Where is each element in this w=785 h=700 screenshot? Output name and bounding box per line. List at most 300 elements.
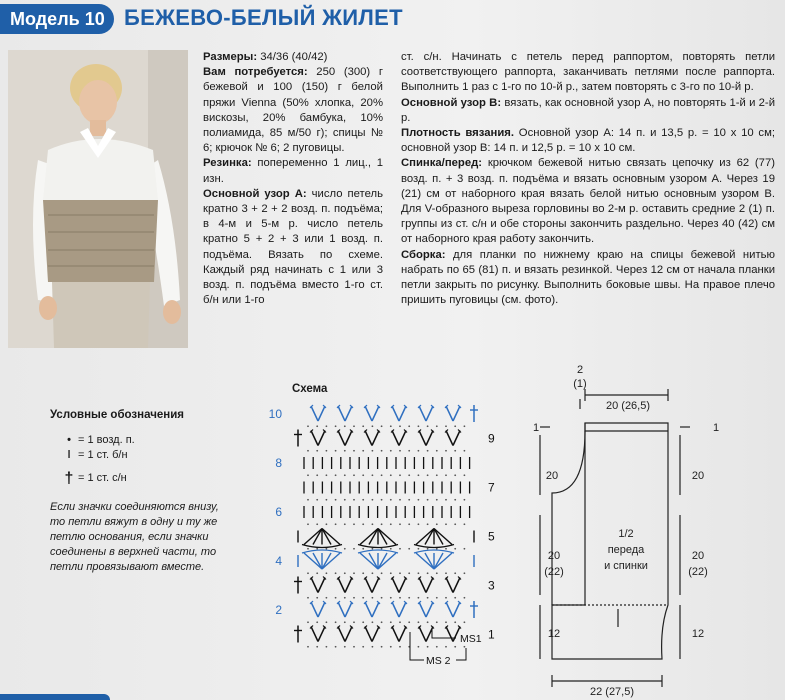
chain-dot — [418, 474, 420, 476]
chain-dot — [307, 597, 309, 599]
chain-dot — [408, 597, 410, 599]
shell-stitch-mark — [322, 553, 340, 569]
chain-dot — [454, 646, 456, 648]
shell-stitch-mark — [378, 529, 387, 545]
v-stitch-mark — [399, 431, 406, 446]
chain-dot — [399, 621, 401, 623]
v-stitch-mark — [318, 627, 325, 642]
shell-stitch-mark — [322, 529, 340, 545]
chain-dot — [427, 499, 429, 501]
chain-dot — [326, 474, 328, 476]
chain-dot — [436, 646, 438, 648]
chain-dot — [418, 523, 420, 525]
chain-dot — [436, 597, 438, 599]
v-stitch-mark — [426, 406, 433, 421]
chain-dot — [344, 425, 346, 427]
chain-dot — [335, 523, 337, 525]
chain-dot — [372, 474, 374, 476]
pattern-b-label: Основной узор В: — [401, 96, 502, 109]
chain-dot — [464, 425, 466, 427]
chain-dot — [436, 425, 438, 427]
center-label-a: 1/2 — [618, 528, 634, 540]
shell-arc-mark — [358, 550, 398, 553]
row-number-right: 5 — [488, 529, 495, 544]
v-stitch-mark — [446, 406, 453, 421]
chain-dot — [381, 621, 383, 623]
v-stitch-mark — [372, 431, 379, 446]
chain-dot — [344, 621, 346, 623]
v-stitch-mark — [419, 431, 426, 446]
v-stitch-mark — [365, 578, 372, 593]
v-stitch-mark — [338, 406, 345, 421]
chain-dot — [344, 474, 346, 476]
chain-dot — [353, 572, 355, 574]
chain-dot — [436, 621, 438, 623]
v-stitch-mark — [453, 627, 460, 642]
row-number-right: 9 — [488, 431, 495, 446]
chain-dot — [399, 548, 401, 550]
chain-dot — [427, 425, 429, 427]
chain-dot — [390, 474, 392, 476]
chain-dot — [335, 646, 337, 648]
chain-dot — [353, 621, 355, 623]
chain-dot — [408, 499, 410, 501]
shell-stitch-mark — [434, 529, 443, 545]
chain-dot — [362, 548, 364, 550]
chain-dot — [390, 572, 392, 574]
chain-dot — [335, 474, 337, 476]
chain-dot — [353, 425, 355, 427]
v-stitch-mark — [365, 406, 372, 421]
chain-dot — [307, 548, 309, 550]
v-stitch-mark — [365, 602, 372, 617]
chain-dot — [436, 572, 438, 574]
chain-dot — [335, 597, 337, 599]
chain-dot — [454, 548, 456, 550]
chain-dot — [326, 450, 328, 452]
chain-dot — [353, 450, 355, 452]
chain-dot — [408, 572, 410, 574]
chain-dot — [335, 450, 337, 452]
continued-paragraph: ст. с/н. Начинать с петель перед раппортом, повторять петли соответствующего раппорта, заканчивать петлями после раппорта. Выполнить 1 раз с 1-го по 10-й р., затем повторять с 3-го по 10-й р. — [401, 51, 775, 94]
v-stitch-mark — [345, 406, 352, 421]
chain-dot — [418, 450, 420, 452]
shell-stitch-mark — [304, 553, 322, 569]
chain-dot — [326, 523, 328, 525]
chain-stitch-symbol: • — [67, 434, 71, 446]
sizes-label: Размеры: — [203, 51, 258, 63]
rib-label: Резинка: — [203, 157, 252, 170]
chain-dot — [362, 621, 364, 623]
chain-dot — [399, 474, 401, 476]
v-stitch-mark — [318, 602, 325, 617]
chain-dot — [390, 523, 392, 525]
chain-dot — [464, 474, 466, 476]
chain-dot — [381, 425, 383, 427]
chain-dot — [362, 597, 364, 599]
v-stitch-mark — [318, 431, 325, 446]
v-stitch-mark — [372, 627, 379, 642]
chain-dot — [390, 548, 392, 550]
chain-dot — [344, 646, 346, 648]
chain-dot — [307, 499, 309, 501]
chain-dot — [326, 425, 328, 427]
v-stitch-mark — [392, 602, 399, 617]
chain-dot — [427, 572, 429, 574]
shell-stitch-mark — [369, 529, 378, 545]
chain-dot — [316, 499, 318, 501]
chain-dot — [381, 474, 383, 476]
chain-dot — [445, 499, 447, 501]
chain-dot — [464, 499, 466, 501]
legend — [50, 408, 220, 575]
shell-stitch-mark — [360, 529, 378, 545]
v-stitch-mark — [453, 431, 460, 446]
left-mid-height-b: (22) — [544, 566, 564, 578]
chain-dot — [362, 523, 364, 525]
chain-dot — [418, 425, 420, 427]
chain-dot — [464, 450, 466, 452]
right-mid-height-b: (22) — [688, 566, 708, 578]
chain-dot — [372, 450, 374, 452]
chain-dot — [418, 597, 420, 599]
chain-dot — [381, 646, 383, 648]
chain-dot — [326, 597, 328, 599]
chain-dot — [399, 646, 401, 648]
chain-dot — [372, 548, 374, 550]
v-stitch-mark — [426, 431, 433, 446]
ms2-label: MS 2 — [426, 655, 451, 667]
shell-arc-mark — [414, 550, 454, 553]
legend-note: Если значки соединяются внизу, то петли вяжут в одну и ту же петлю основания, если значки соединены в верхней части, то петли провязывают вместе. — [50, 501, 219, 573]
shell-stitch-mark — [313, 529, 322, 545]
bottom-accent-bar — [0, 694, 110, 700]
shell-arc-mark — [414, 545, 454, 548]
v-stitch-mark — [392, 406, 399, 421]
chain-dot — [372, 621, 374, 623]
chain-dot — [362, 450, 364, 452]
v-stitch-mark — [311, 627, 318, 642]
shell-stitch-mark — [434, 529, 452, 545]
v-stitch-mark — [419, 578, 426, 593]
right-rib-height: 12 — [691, 628, 705, 640]
top-dimension-b: (1) — [573, 378, 587, 390]
chain-dot — [427, 646, 429, 648]
v-stitch-mark — [453, 578, 460, 593]
legend-item — [60, 471, 220, 486]
v-stitch-mark — [372, 602, 379, 617]
v-stitch-mark — [426, 578, 433, 593]
single-crochet-symbol: ǀ — [67, 449, 71, 461]
v-stitch-mark — [399, 578, 406, 593]
chain-dot — [427, 621, 429, 623]
chain-dot — [436, 548, 438, 550]
chain-dot — [362, 474, 364, 476]
chain-dot — [418, 646, 420, 648]
chain-dot — [445, 523, 447, 525]
chain-dot — [353, 474, 355, 476]
chain-dot — [390, 425, 392, 427]
v-stitch-mark — [399, 602, 406, 617]
shell-stitch-mark — [378, 553, 387, 569]
v-stitch-mark — [453, 406, 460, 421]
legend-item — [60, 448, 220, 463]
v-stitch-mark — [446, 578, 453, 593]
chain-dot — [464, 646, 466, 648]
center-label-b: переда — [607, 544, 645, 556]
chain-dot — [372, 425, 374, 427]
chain-dot — [344, 499, 346, 501]
chain-dot — [399, 499, 401, 501]
chain-dot — [335, 499, 337, 501]
chain-dot — [399, 572, 401, 574]
chain-dot — [344, 523, 346, 525]
chain-dot — [427, 474, 429, 476]
chain-dot — [427, 548, 429, 550]
row-number-left: 8 — [275, 456, 282, 470]
chain-dot — [427, 597, 429, 599]
text-column-2 — [401, 50, 775, 308]
density-value: Основной узор А: 14 п. и 13,5 р. = 10 х 10 см; основной узор В: 14 п. и 12,5 р. = 10 х 10 см. — [401, 127, 775, 155]
crochet-chart — [270, 400, 510, 680]
left-mid-height-a: 20 — [547, 550, 561, 562]
shell-stitch-mark — [434, 553, 452, 569]
v-stitch-mark — [446, 602, 453, 617]
chain-dot — [335, 621, 337, 623]
chain-dot — [464, 523, 466, 525]
double-crochet-symbol: † — [64, 470, 74, 487]
legend-text: = 1 возд. п. — [78, 434, 135, 446]
v-stitch-mark — [419, 602, 426, 617]
row-number-right: 1 — [488, 627, 495, 642]
chain-dot — [372, 499, 374, 501]
v-stitch-mark — [318, 406, 325, 421]
chain-dot — [353, 548, 355, 550]
chain-dot — [454, 450, 456, 452]
chain-dot — [454, 621, 456, 623]
chain-dot — [316, 450, 318, 452]
row-number-left: 10 — [268, 407, 282, 421]
chain-dot — [326, 621, 328, 623]
shell-arc-mark — [358, 545, 398, 548]
width-top: 20 (26,5) — [605, 400, 651, 412]
chain-dot — [381, 597, 383, 599]
chain-dot — [454, 474, 456, 476]
chain-dot — [399, 597, 401, 599]
v-stitch-mark — [345, 578, 352, 593]
legend-text: = 1 ст. с/н — [78, 472, 127, 484]
density-label: Плотность вязания. — [401, 127, 515, 140]
chain-dot — [316, 523, 318, 525]
needs-value: 250 (300) г бежевой и 100 (150) г белой пряжи Vienna (50% хлопка, 20% вискозы, 20% бамбука, 10% полиамида, 85 м/50 г); спицы № 6; крючок № 6; 2 пуговицы. — [203, 66, 383, 155]
chain-dot — [390, 597, 392, 599]
chain-dot — [316, 646, 318, 648]
chain-dot — [353, 499, 355, 501]
chain-dot — [436, 523, 438, 525]
legend-item — [60, 433, 220, 448]
row-number-left: 4 — [275, 554, 282, 568]
chain-dot — [408, 548, 410, 550]
chain-dot — [381, 523, 383, 525]
chain-dot — [344, 572, 346, 574]
v-stitch-mark — [338, 627, 345, 642]
chain-dot — [454, 499, 456, 501]
chain-dot — [344, 597, 346, 599]
assembly-label: Сборка: — [401, 248, 446, 261]
v-stitch-mark — [392, 431, 399, 446]
shell-stitch-mark — [304, 529, 322, 545]
v-stitch-mark — [392, 578, 399, 593]
v-stitch-mark — [345, 602, 352, 617]
v-stitch-mark — [453, 602, 460, 617]
chain-dot — [335, 572, 337, 574]
chain-dot — [372, 523, 374, 525]
chain-dot — [408, 474, 410, 476]
needs-label: Вам потребуется: — [203, 66, 308, 79]
chain-dot — [390, 499, 392, 501]
v-stitch-mark — [399, 406, 406, 421]
chain-dot — [418, 548, 420, 550]
chain-dot — [399, 450, 401, 452]
v-stitch-mark — [311, 578, 318, 593]
chain-dot — [445, 474, 447, 476]
shell-stitch-mark — [369, 553, 378, 569]
v-stitch-mark — [365, 627, 372, 642]
right-upper-height: 20 — [691, 470, 705, 482]
chain-dot — [335, 548, 337, 550]
v-stitch-mark — [318, 578, 325, 593]
v-stitch-mark — [392, 627, 399, 642]
chain-dot — [307, 450, 309, 452]
shell-stitch-mark — [378, 529, 396, 545]
chain-dot — [381, 548, 383, 550]
shell-stitch-mark — [322, 529, 331, 545]
chain-dot — [326, 572, 328, 574]
v-stitch-mark — [426, 602, 433, 617]
chain-dot — [454, 572, 456, 574]
chain-dot — [316, 572, 318, 574]
chain-dot — [418, 499, 420, 501]
pattern-a-value: число петель кратно 3 + 2 + 2 возд. п. подъёма; в 4-м и 5-м р. число петель кратно 5 + 2 + 3 или 1 возд. п. подъёма. Вязать по схеме. Каждый ряд начинать с 1 или 3 возд. п. подъёма вместо 1-го ст. б/н или 1-го — [203, 187, 383, 307]
v-stitch-mark — [311, 431, 318, 446]
chain-dot — [307, 646, 309, 648]
woman-in-vest-illustration — [8, 50, 188, 348]
right-shoulder-label: 1 — [712, 422, 720, 434]
chain-dot — [408, 450, 410, 452]
chain-dot — [362, 499, 364, 501]
chain-dot — [445, 548, 447, 550]
shell-stitch-mark — [360, 553, 378, 569]
chain-dot — [418, 572, 420, 574]
chain-dot — [362, 572, 364, 574]
pattern-b-value: вязать, как основной узор А, но повторять 1-й и 2-й р. — [401, 96, 776, 124]
chain-dot — [344, 450, 346, 452]
v-stitch-mark — [365, 431, 372, 446]
chain-dot — [316, 597, 318, 599]
chain-dot — [316, 621, 318, 623]
shell-stitch-mark — [313, 553, 322, 569]
shell-stitch-mark — [378, 553, 396, 569]
chain-dot — [316, 474, 318, 476]
chain-dot — [326, 499, 328, 501]
v-stitch-mark — [419, 406, 426, 421]
assembly-value: для планки по нижнему краю на спицы бежевой нитью набрать по 65 (81) п. и вязать резинкой. Через 12 см от начала планки петли закрыть по рисунку. Выполнить боковые швы. На правое плечо пришить пуговицы (см. фото). — [401, 248, 775, 307]
page-title: БЕЖЕВО-БЕЛЫЙ ЖИЛЕТ — [124, 5, 403, 30]
v-stitch-mark — [372, 406, 379, 421]
chain-dot — [372, 597, 374, 599]
row-number-left: 2 — [275, 603, 282, 617]
shell-stitch-mark — [416, 529, 434, 545]
chain-dot — [307, 474, 309, 476]
v-stitch-mark — [345, 431, 352, 446]
chain-dot — [372, 572, 374, 574]
width-bottom: 22 (27,5) — [589, 686, 635, 698]
chain-dot — [445, 597, 447, 599]
top-dimension-a: 2 — [576, 364, 584, 376]
chain-dot — [381, 499, 383, 501]
chain-dot — [418, 621, 420, 623]
shell-stitch-mark — [425, 553, 434, 569]
chain-dot — [454, 523, 456, 525]
chain-dot — [362, 425, 364, 427]
chain-dot — [381, 450, 383, 452]
back-value: крючком бежевой нитью связать цепочку из 62 (77) возд. п. + 3 возд. п. подъёма и вязать основным узором А. Через 19 (21) см от наборного края вязать белой нитью основным узором В. Для V-образного выреза горловины во 2-м р. оставить средние 2 (1) п. группы из ст. с/н и обе стороны закончить раздельно. Через 40 (42) см от наборного края работу закончить. — [401, 157, 775, 246]
chain-dot — [390, 646, 392, 648]
v-stitch-mark — [399, 627, 406, 642]
text-column-1 — [203, 50, 383, 308]
schema-title: Схема — [292, 383, 328, 395]
chain-dot — [390, 450, 392, 452]
v-stitch-mark — [446, 627, 453, 642]
ms1-label: MS1 — [460, 633, 482, 645]
row-number-right: 3 — [488, 578, 495, 593]
left-rib-height: 12 — [547, 628, 561, 640]
chain-dot — [436, 499, 438, 501]
chain-dot — [316, 548, 318, 550]
chain-dot — [353, 597, 355, 599]
left-shoulder-label: 1 — [532, 422, 540, 434]
chain-dot — [408, 621, 410, 623]
sizes-value: 34/36 (40/42) — [257, 51, 328, 63]
chain-dot — [362, 646, 364, 648]
chain-dot — [454, 597, 456, 599]
chain-dot — [307, 523, 309, 525]
v-stitch-mark — [311, 602, 318, 617]
v-stitch-mark — [338, 578, 345, 593]
chain-dot — [326, 548, 328, 550]
legend-title: Условные обозначения — [50, 409, 185, 421]
left-upper-height: 20 — [545, 470, 559, 482]
chain-dot — [464, 597, 466, 599]
chain-dot — [316, 425, 318, 427]
chain-dot — [445, 425, 447, 427]
chain-dot — [436, 474, 438, 476]
chain-dot — [427, 450, 429, 452]
chain-dot — [335, 425, 337, 427]
shell-arc-mark — [302, 550, 342, 553]
rib-value: попеременно 1 лиц., 1 изн. — [203, 157, 383, 185]
garment-shape-diagram — [530, 364, 770, 698]
v-stitch-mark — [345, 627, 352, 642]
chain-dot — [326, 646, 328, 648]
chain-dot — [464, 621, 466, 623]
chain-dot — [381, 572, 383, 574]
v-stitch-mark — [419, 627, 426, 642]
chain-dot — [344, 548, 346, 550]
chain-dot — [464, 572, 466, 574]
v-stitch-mark — [311, 406, 318, 421]
chain-dot — [445, 450, 447, 452]
